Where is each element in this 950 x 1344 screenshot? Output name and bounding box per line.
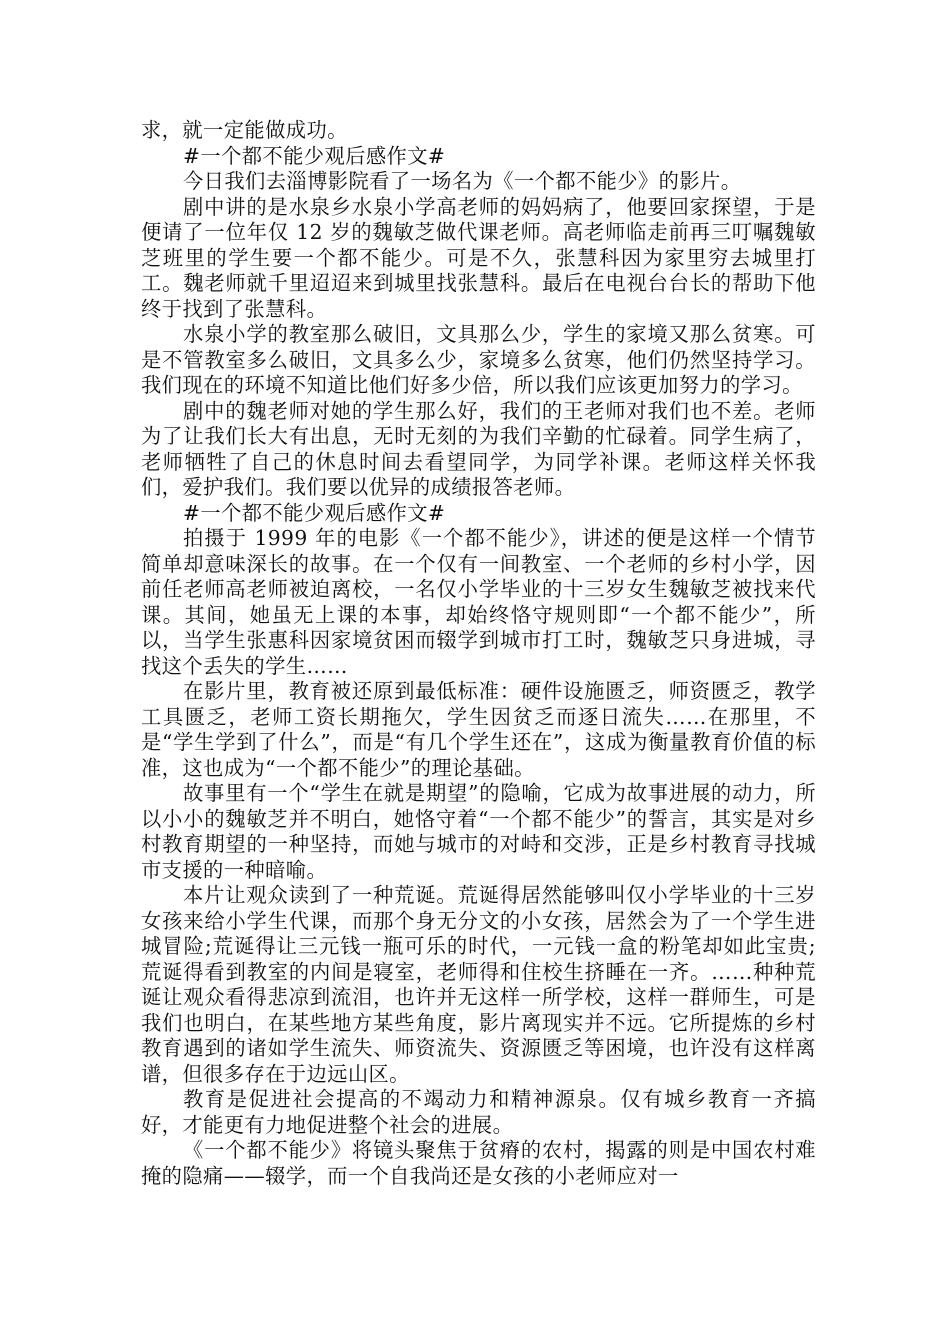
paragraph: 《一个都不能少》将镜头聚焦于贫瘠的农村，揭露的则是中国农村难掩的隐痛——辍学，而一个自我尚还是女孩的小老师应对一 (141, 1138, 816, 1188)
paragraph: 教育是促进社会提高的不竭动力和精神源泉。仅有城乡教育一齐搞好，才能更有力地促进整个社会的进展。 (141, 1087, 816, 1137)
paragraph: 本片让观众读到了一种荒诞。荒诞得居然能够叫仅小学毕业的十三岁女孩来给小学生代课，而那个身无分文的小女孩，居然会为了一个学生进城冒险;荒诞得让三元钱一瓶可乐的时代，一元钱一盒的粉笔却如此宝贵;荒诞得看到教室的内间是寝室，老师得和住校生挤睡在一齐。……种种荒诞让观众看得悲凉到流泪，也许并无这样一所学校，这样一群师生，可是我们也明白，在某些地方某些角度，影片离现实并不远。它所提炼的乡村教育遇到的诸如学生流失、师资流失、资源匮乏等困境，也许没有这样离谱，但很多存在于边远山区。 (141, 883, 816, 1086)
paragraph: 求，就一定能做成功。 (141, 118, 348, 142)
document-body (141, 118, 816, 1189)
section-heading: #一个都不能少观后感作文# (183, 500, 446, 525)
section-heading: #一个都不能少观后感作文# (183, 143, 446, 168)
paragraph: 故事里有一个“学生在就是期望”的隐喻，它成为故事进展的动力，所以小小的魏敏芝并不明白，她恪守着“一个都不能少”的誓言，其实是对乡村教育期望的一种坚持，而她与城市的对峙和交涉，正是乡村教育寻找城市支援的一种暗喻。 (141, 781, 816, 882)
paragraph: 在影片里，教育被还原到最低标准：硬件设施匮乏，师资匮乏，教学工具匮乏，老师工资长期拖欠，学生因贫乏而逐日流失……在那里，不是“学生学到了什么”，而是“有几个学生还在”，这成为衡量教育价值的标准，这也成为“一个都不能少”的理论基础。 (141, 679, 816, 780)
paragraph: 剧中的魏老师对她的学生那么好，我们的王老师对我们也不差。老师为了让我们长大有出息，无时无刻的为我们辛勤的忙碌着。同学生病了，老师牺牲了自己的休息时间去看望同学，为同学补课。老师这样关怀我们，爱护我们。我们要以优异的成绩报答老师。 (141, 398, 816, 499)
paragraph: 今日我们去淄博影院看了一场名为《一个都不能少》的影片。 (183, 169, 742, 193)
paragraph: 水泉小学的教室那么破旧，文具那么少，学生的家境又那么贫寒。可是不管教室多么破旧，文具多么少，家境多么贫寒，他们仍然坚持学习。我们现在的环境不知道比他们好多少倍，所以我们应该更加努力的学习。 (141, 322, 816, 397)
paragraph: 拍摄于 1999 年的电影《一个都不能少》，讲述的便是这样一个情节简单却意味深长的故事。在一个仅有一间教室、一个老师的乡村小学，因前任老师高老师被迫离校，一名仅小学毕业的十三岁女生魏敏芝被找来代课。其间，她虽无上课的本事，却始终恪守规则即“一个都不能少”，所以，当学生张惠科因家境贫困而辍学到城市打工时，魏敏芝只身进城，寻找这个丢失的学生…… (141, 526, 816, 678)
paragraph: 剧中讲的是水泉乡水泉小学高老师的妈妈病了，他要回家探望，于是便请了一位年仅 12 岁的魏敏芝做代课老师。高老师临走前再三叮嘱魏敏芝班里的学生要一个都不能少。可是不久，张慧科因为家里穷去城里打工。魏老师就千里迢迢来到城里找张慧科。最后在电视台台长的帮助下他终于找到了张慧科。 (141, 194, 816, 321)
